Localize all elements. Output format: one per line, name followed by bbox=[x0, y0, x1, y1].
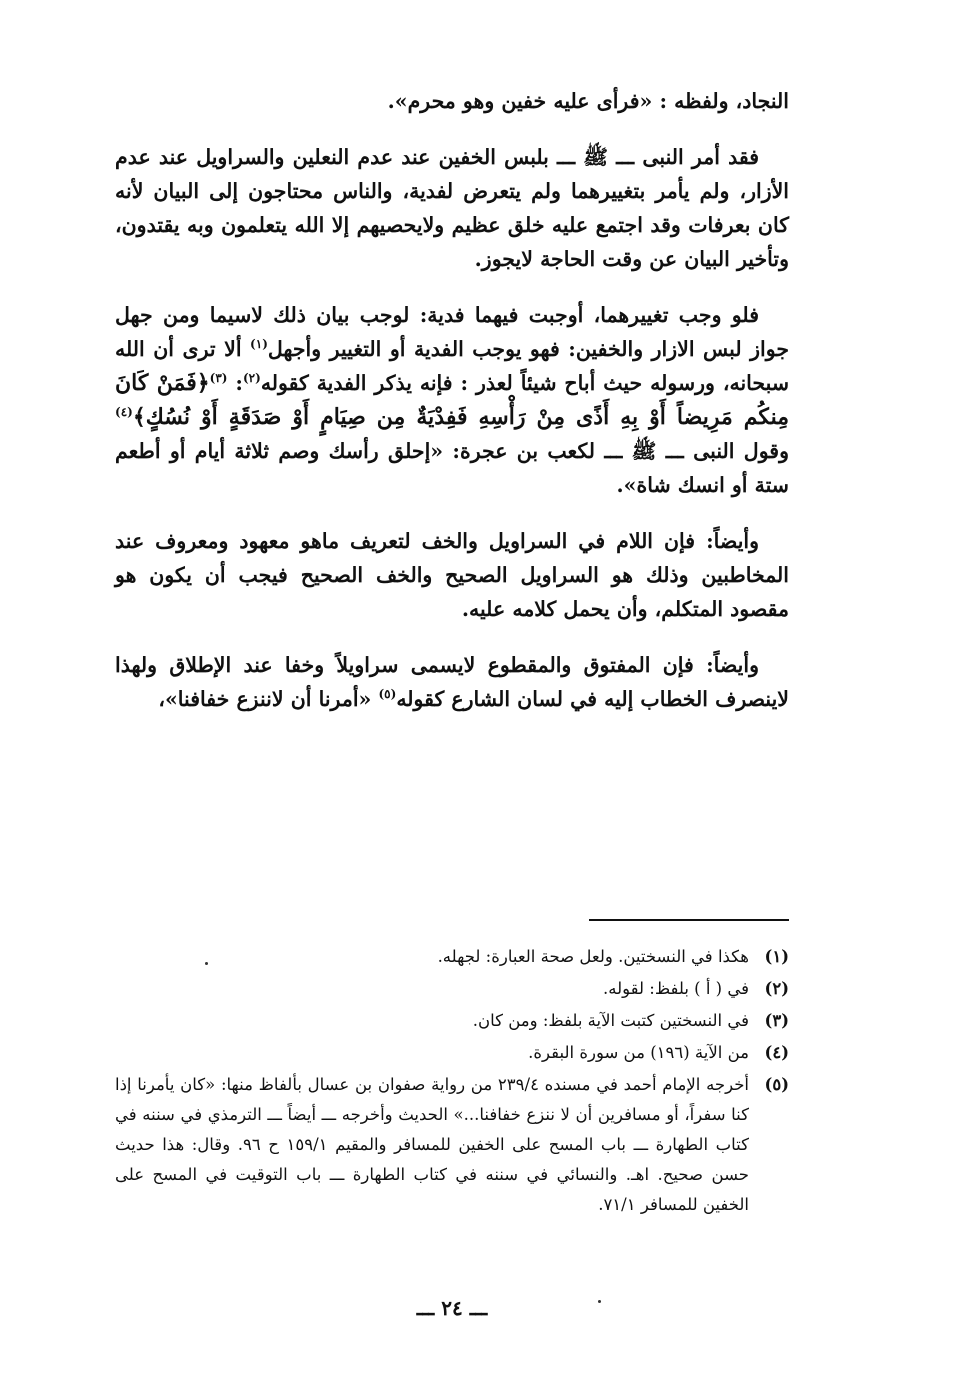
document-page bbox=[115, 84, 789, 1320]
footnote-text: من الآية (١٩٦) من سورة البقرة. bbox=[528, 1043, 749, 1062]
footnote-ref-5: (٥) bbox=[378, 687, 397, 702]
footnote-number: (٣) bbox=[764, 1011, 789, 1030]
footnote-ref-4: (٤) bbox=[115, 405, 133, 420]
footnote-5 bbox=[115, 1070, 789, 1220]
footnote-text: هكذا في النسختين. ولعل صحة العبارة: لجهله. bbox=[437, 947, 749, 966]
scan-speck bbox=[598, 1300, 601, 1303]
paragraph-5-part-1: وأيضاً: فإن المفتوق والمقطوع لايسمى سراويلاً وخفا عند الإطلاق ولهذا لاينصرف الخطاب إليه في لسان الشارع كقوله bbox=[115, 653, 789, 711]
footnote-ref-2: (٢) bbox=[242, 371, 261, 386]
footnote-4 bbox=[115, 1038, 789, 1068]
footnote-number: (١) bbox=[764, 947, 789, 966]
footnotes bbox=[115, 942, 789, 1222]
paragraph-4: وأيضاً: فإن اللام في السراويل والخف لتعريف ماهو معهود ومعروف عند المخاطبين وذلك هو السراويل الصحيح والخف الصحيح فيجب أن يكون هو مقصود المتكلم، وأن يحمل كلامه عليه. bbox=[115, 529, 789, 621]
footnote-number: (٥) bbox=[764, 1075, 789, 1094]
footnote-1 bbox=[115, 942, 789, 972]
footnote-ref-3: (٣) bbox=[209, 371, 228, 386]
footnote-number: (٢) bbox=[764, 979, 789, 998]
footnote-2 bbox=[115, 974, 789, 1004]
footnote-divider bbox=[589, 919, 789, 921]
paragraph-2: فقد أمر النبى ـــ ﷺ ـــ بلبس الخفين عند عدم النعلين والسراويل عند عدم الأزار، ولم يأمر بتغييرهما ولم يتعرض لفدية، والناس محتاجون إلى البيان لأنه كان بعرفات وقد اجتمع عليه خلق عظيم ولايحصيهم إلا الله يتعلمون وبه يقتدون، وتأخير البيان عن وقت الحاجة لايجوز. bbox=[115, 145, 789, 271]
footnote-text: في النسختين كتبت الآية بلفظ: ومن كان. bbox=[472, 1011, 749, 1030]
footnote-text: في ( أ ) بلفظ: لقوله. bbox=[603, 979, 749, 998]
paragraph-3-part-3: : bbox=[227, 371, 243, 395]
paragraph-5 bbox=[115, 648, 789, 716]
quran-verse: ﴿فَمَنْ كَانَ مِنكُم مَرِيضاً أَوْ بِهِ أَذًى مِنْ رَأْسِهِ فَفِدْيَةٌ مِن صِيَامٍ أَوْ صَدَقَةٍ أَوْ نُسُكٍ﴾ bbox=[115, 370, 789, 430]
paragraph-3-part-4: وقول النبى ـــ ﷺ ـــ لكعب بن عجرة: «إحلق رأسك وصم ثلاثة أيام أو أطعم ستة أو انسك شاة». bbox=[115, 439, 789, 497]
paragraph-5-part-2: «أمرنا أن لاننزع خفافنا»، bbox=[158, 687, 379, 711]
main-text bbox=[115, 84, 789, 716]
footnote-3 bbox=[115, 1006, 789, 1036]
footnote-ref-1: (١) bbox=[250, 337, 268, 352]
footnote-number: (٤) bbox=[764, 1043, 789, 1062]
paragraph-1: النجاد، ولفظه : «فرأى عليه خفين وهو محرم». bbox=[387, 89, 789, 113]
footnote-text: أخرجه الإمام أحمد في مسنده ٢٣٩/٤ من رواية صفوان بن عسال بألفاظ منها: «كان يأمرنا إذا كنا سفراً، أو مسافرين أن لا ننزع خفافنا...» الحديث وأخرجه ـــ أيضاً ـــ الترمذي في سننه في كتاب الطهارة ـــ باب المسح على الخفين للمسافر والمقيم ١٥٩/١ ح ٩٦. وقال: هذا حديث حسن صحيح. اهـ. والنسائي في سننه في كتاب الطهارة ـــ باب التوقيت في المسح على الخفين للمسافر ٧١/١. bbox=[115, 1075, 750, 1214]
paragraph-3-part-2: ألا ترى أن الله سبحانه، ورسوله حيث أباح شيئاً لعذر : فإنه يذكر الفدية كقوله bbox=[115, 337, 789, 395]
scan-speck bbox=[205, 962, 208, 965]
paragraph-3-part-1: فلو وجب تغييرهما، أوجبت فيهما فدية: لوجب بيان ذلك لاسيما ومن جهل جواز لبس الازار والخفين: فهو يوجب الفدية أو التغيير وأجهل bbox=[115, 303, 789, 361]
page-number: ـــ ٢٤ ـــ bbox=[416, 1296, 488, 1320]
paragraph-3 bbox=[115, 298, 789, 502]
